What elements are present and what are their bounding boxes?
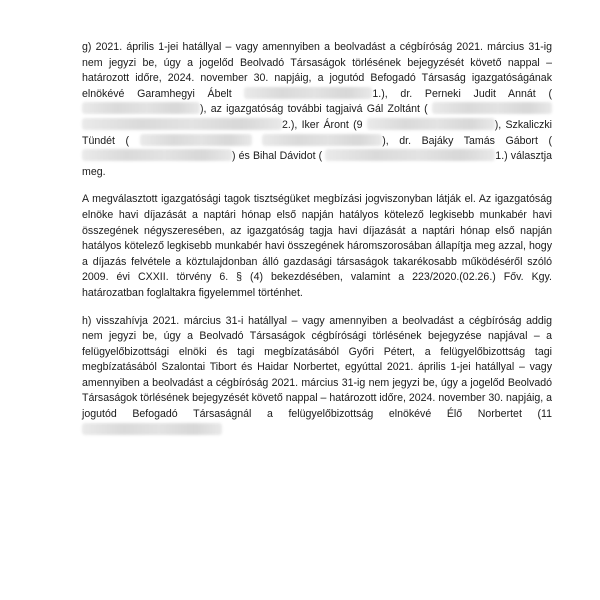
paragraph-text: 2.), Iker Áront (9 [282, 118, 363, 131]
paragraph-text: h) visszahívja 2021. március 31-i hatállyal – vagy amennyiben a beolvadást a cégbíróság addig nem jegyzi be, úgy a Beolvadó Társaságok cégbírósági törlésének bejegyzése napjával – a felügyelőbizottsági elnöki és tagi megbízatásából Győri Pétert, a felügyelőbizottság tagi megbízatásából Szalontai Tibort és Haidar Norbertet, egyúttal 2021. április 1-jei hatállyal – vagy amennyiben a beolvadást a cégbíróság 2021. március 31-ig nem jegyzi be, úgy a jogelőd Beolvadó Társaságok törlésének bejegyzését követő nappal – határozott időre, 2024. november 30. napjáig, a jogutód Befogadó Társaságnál a felügyelőbizottság elnökévé Élő Norbertet (11 [82, 314, 552, 421]
redaction [262, 134, 382, 146]
redaction [82, 149, 232, 161]
redaction [244, 87, 372, 99]
redaction [82, 423, 222, 435]
paragraph-remuneration: A megválasztott igazgatósági tagok tisztségüket megbízási jogviszonyban látják el. Az igazgatóság elnöke havi díjazását a naptári hónap első napján hatályos kötelező legkisebb munkabér havi összegének négyszeresében, az igazgatóság tagja havi díjazását a naptári hónap első napján hatályos kötelező legkisebb munkabér havi összegének háromszorosában állapítja meg azzal, hogy a díjazás felvétele a köztulajdonban álló gazdasági társaságok takarékosabb működéséről szóló 2009. évi CXXII. törvény 6. § (4) bekezdésében, valamint a 223/2020.(02.26.) Főv. Kgy. határozatban foglaltakra figyelemmel történhet. [82, 193, 552, 299]
redaction [367, 118, 495, 130]
paragraph-text: 1.) választja meg. [82, 150, 552, 178]
redaction [82, 102, 200, 114]
paragraph-text: ) és Bihal Dávidot ( [232, 150, 323, 163]
paragraph-text: ), az igazgatóság további tagjaivá Gál Zoltánt ( [200, 103, 428, 116]
paragraph-text: 1.), dr. Perneki Judit Annát ( [372, 87, 552, 100]
paragraph-h [82, 314, 552, 439]
redaction [432, 102, 552, 114]
redaction [325, 149, 495, 161]
redaction [140, 134, 252, 146]
paragraph-g [82, 40, 552, 180]
paragraph-text: g) 2021. április 1-jei hatállyal – vagy amennyiben a beolvadást a cégbíróság 2021. március 31-ig nem jegyzi be, úgy a jogelőd Beolvadó Társaságok törlésének bejegyzését követő nappal – határozott időre, 2024. november 30. napjáig, a jogutód Befogadó Társaság igazgatóságának elnökévé Garamhegyi Ábelt [82, 41, 552, 100]
paragraph-text: ), Szkaliczki Tündét ( [82, 118, 552, 147]
paragraph-text: ), dr. Bajáky Tamás Gábort ( [382, 134, 552, 147]
redaction [82, 118, 282, 130]
document-body [82, 40, 552, 450]
